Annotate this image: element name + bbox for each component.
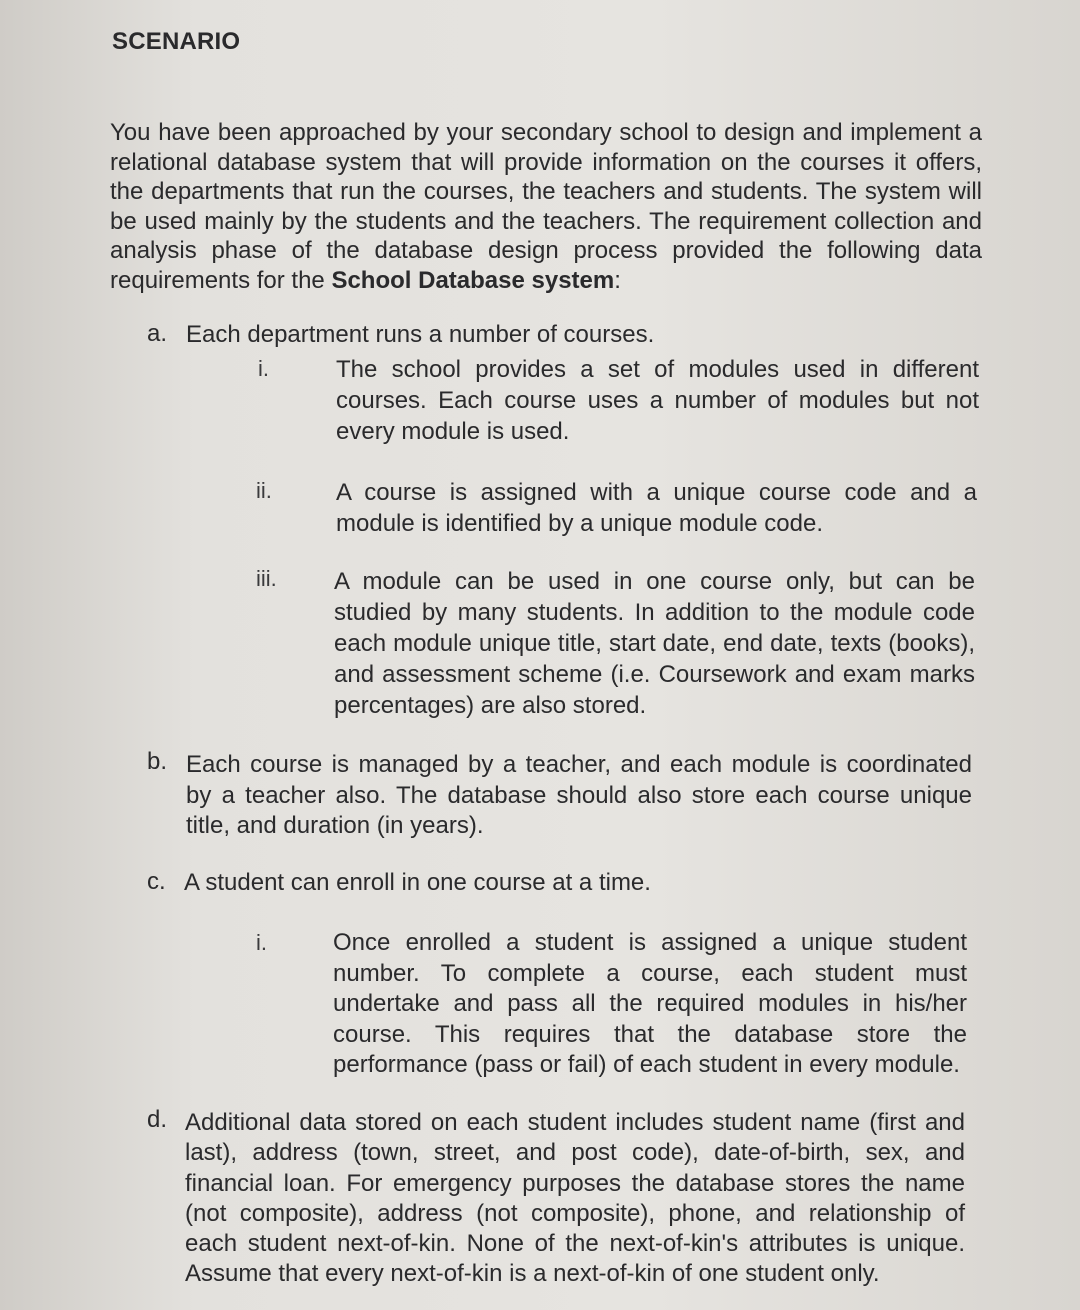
item-d-marker: d. [147, 1106, 168, 1133]
item-c-marker: c. [147, 868, 166, 895]
item-d-text: Additional data stored on each student includes student name (first and last), address (town, street, and post code), date-of-birth, sex, and financial loan. For emergency purposes the database stores the name (not composite), address (not composite), phone, and relationship of each student next-of-kin. None of the next-of-kin's attributes is unique. Assume that every next-of-kin is a next-of-kin of one student only. [185, 1109, 965, 1288]
item-a-sub-iii-text: A module can be used in one course only, but can be studied by many students. In addition to the module code each module unique title, start date, end date, texts (books), and assessment scheme (i.e. Coursework and exam marks percentages) are also stored. [334, 568, 975, 719]
item-a-sub-ii-marker: ii. [256, 478, 272, 503]
item-a-sub-iii-marker: iii. [256, 566, 277, 591]
item-b-text: Each course is managed by a teacher, and each module is coordinated by a teacher also. The database should also store each course unique title, and duration (in years). [186, 751, 972, 839]
item-c-sub-i-marker: i. [256, 930, 267, 955]
item-a-sub-i-marker: i. [258, 356, 269, 381]
item-c-sub-i-text: Once enrolled a student is assigned a unique student number. To complete a course, each student must undertake and pass all the required modules in his/her course. This requires that the database store the performance (pass or fail) of each student in every module. [333, 929, 967, 1078]
item-a-text: Each department runs a number of courses. [186, 321, 655, 348]
intro-text: You have been approached by your secondary school to design and implement a relational database system that will provide information on the courses it offers, the departments that run the courses, the teachers and students. The system will be used mainly by the students and the teachers. The requirement collection and analysis phase of the database design process provided the following data requirements for the [110, 119, 982, 294]
intro-paragraph [110, 118, 982, 295]
item-a-sub-i-text: The school provides a set of modules used in different courses. Each course uses a number of modules but not every module is used. [336, 356, 979, 445]
item-a-sub-ii-text: A course is assigned with a unique course code and a module is identified by a unique module code. [336, 479, 977, 537]
intro-bold-system-name: School Database system [331, 266, 615, 294]
scenario-heading: SCENARIO [112, 28, 241, 55]
item-a-marker: a. [147, 320, 168, 347]
intro-colon: : [614, 266, 621, 294]
item-c-text: A student can enroll in one course at a time. [184, 869, 651, 896]
item-b-marker: b. [147, 748, 168, 775]
